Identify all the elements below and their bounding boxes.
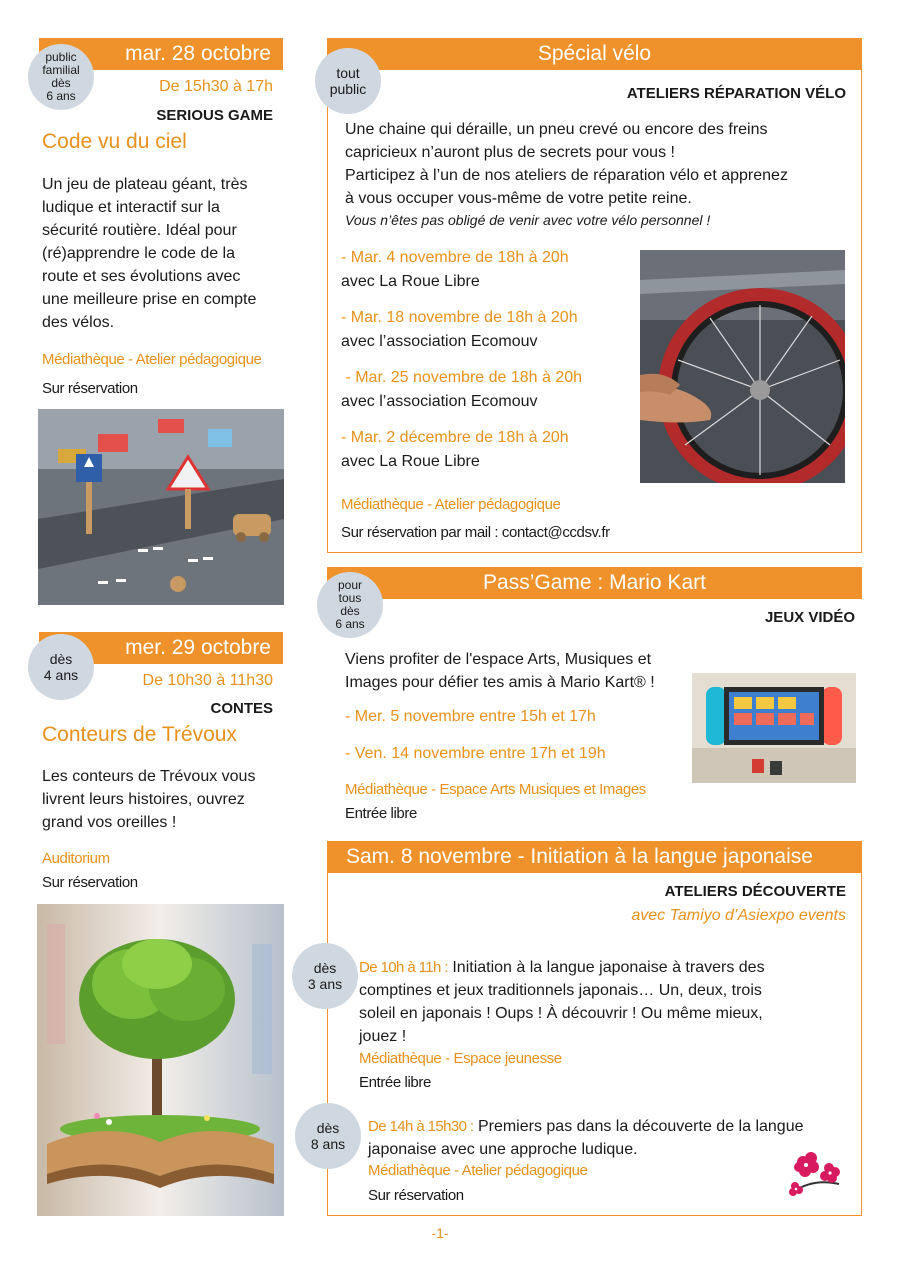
- event-partner: avec Tamiyo d’Asiexpo events: [631, 907, 846, 924]
- velo-header: [327, 38, 862, 70]
- session-date: - Mar. 18 novembre de 18h à 20h: [341, 309, 578, 326]
- badge-line: familial: [42, 63, 80, 77]
- tree-book-illustration: [37, 904, 284, 1216]
- text-line: grand vos oreilles !: [42, 814, 177, 831]
- badge-line: dès: [51, 76, 71, 90]
- text-line: Une chaine qui déraille, un pneu crevé ou encore des freins: [345, 121, 768, 138]
- text-line: livrent leurs histoires, ouvrez: [42, 791, 245, 808]
- workshop-time: De 14h à 15h30 :: [368, 1118, 474, 1135]
- text-line: ludique et interactif sur la: [42, 199, 220, 216]
- cherry-blossom-graphic: [783, 1148, 847, 1200]
- event-category: ATELIERS RÉPARATION VÉLO: [626, 85, 846, 102]
- badge-line: tous: [338, 591, 362, 605]
- text-line: Viens profiter de l'espace Arts, Musiques et: [345, 651, 652, 668]
- event-location: Auditorium: [42, 850, 110, 867]
- event-location: Médiathèque - Atelier pédagogique: [42, 351, 262, 368]
- workshop-2-text: [368, 1115, 853, 1161]
- audience-badge: [317, 572, 383, 638]
- text-line: Les conteurs de Trévoux vous: [42, 768, 256, 785]
- badge-line: public: [45, 50, 77, 64]
- badge-line: dès: [313, 960, 337, 976]
- text-line: Premiers pas dans la découverte de la langue: [477, 1118, 804, 1135]
- board-game-illustration: [38, 409, 284, 605]
- tree-book-photo: [37, 904, 284, 1216]
- text-line: une meilleure prise en compte: [42, 291, 257, 308]
- japon-header: [327, 841, 862, 873]
- text-line: jouez !: [359, 1028, 407, 1045]
- badge-line: 4 ans: [43, 667, 79, 683]
- badge-line: 6 ans: [335, 617, 365, 631]
- board-game-photo: [38, 409, 284, 605]
- workshop-time: De 10h à 11h :: [359, 959, 448, 976]
- switch-illustration: [692, 673, 856, 783]
- event-title: Conteurs de Trévoux: [42, 723, 237, 746]
- text-line: (ré)apprendre le code de la: [42, 245, 236, 262]
- session-date: - Mer. 5 novembre entre 15h et 17h: [345, 708, 596, 725]
- event-time: De 10h30 à 11h30: [142, 672, 273, 689]
- event-time: De 15h30 à 17h: [159, 78, 273, 95]
- session-date: - Mar. 2 décembre de 18h à 20h: [341, 429, 569, 446]
- text-line: comptines et jeux traditionnels japonais… Un, deux, trois: [359, 982, 762, 999]
- event-reservation: Sur réservation: [42, 874, 138, 891]
- badge-line: 6 ans: [46, 89, 76, 103]
- event-reservation: Sur réservation par mail : contact@ccdsv.fr: [341, 524, 610, 541]
- velo-intro: [345, 118, 855, 230]
- event-reservation: Entrée libre: [345, 805, 417, 822]
- event-category: ATELIERS DÉCOUVERTE: [664, 883, 846, 900]
- event-reservation: Sur réservation: [368, 1187, 464, 1204]
- audience-badge: [295, 1103, 361, 1169]
- event-description: [42, 173, 292, 334]
- text-line: sécurité routière. Idéal pour: [42, 222, 237, 239]
- text-line: route et ses évolutions avec: [42, 268, 241, 285]
- event-category: JEUX VIDÉO: [764, 609, 855, 626]
- badge-line: 3 ans: [307, 976, 343, 992]
- page-number: -1-: [431, 1225, 449, 1241]
- session-partner: avec La Roue Libre: [341, 273, 480, 290]
- audience-badge: [28, 44, 94, 110]
- section-title: Spécial vélo: [537, 42, 652, 65]
- nintendo-switch-photo: [692, 673, 856, 783]
- event-category: CONTES: [210, 700, 273, 717]
- text-line: Participez à l’un de nos ateliers de réparation vélo et apprenez: [345, 167, 788, 184]
- date-label: mer. 29 octobre: [125, 636, 271, 659]
- badge-line: dès: [49, 651, 73, 667]
- audience-badge: [28, 634, 94, 700]
- text-line: japonaise avec une approche ludique.: [368, 1141, 638, 1158]
- event-reservation: Entrée libre: [359, 1074, 431, 1091]
- text-line: des vélos.: [42, 314, 115, 331]
- audience-badge: [292, 943, 358, 1009]
- event-location: Médiathèque - Espace Arts Musiques et Images: [345, 781, 646, 798]
- workshop-1-text: [359, 956, 854, 1048]
- mario-header: [327, 567, 862, 599]
- bicycle-repair-photo: [640, 250, 845, 483]
- cherry-blossom-icon: [783, 1148, 847, 1200]
- text-line: soleil en japonais ! Oups ! À découvrir ! Ou même mieux,: [359, 1005, 763, 1022]
- session-date: - Mar. 4 novembre de 18h à 20h: [341, 249, 569, 266]
- event-location: Médiathèque - Espace jeunesse: [359, 1050, 562, 1067]
- mario-description: [345, 648, 705, 694]
- session-date: - Mar. 25 novembre de 18h à 20h: [341, 369, 583, 386]
- text-line: à vous occuper vous-même de votre petite reine.: [345, 190, 692, 207]
- date-label: mar. 28 octobre: [125, 42, 271, 65]
- badge-line: pour: [337, 578, 363, 592]
- section-title: Pass’Game : Mario Kart: [483, 571, 706, 594]
- badge-line: 8 ans: [310, 1136, 346, 1152]
- event-title: Code vu du ciel: [42, 130, 187, 153]
- event-reservation: Sur réservation: [42, 380, 138, 397]
- bicycle-illustration: [640, 250, 845, 483]
- text-line: Images pour défier tes amis à Mario Kart® !: [345, 674, 655, 691]
- text-line: Un jeu de plateau géant, très: [42, 176, 248, 193]
- event-location: Médiathèque - Atelier pédagogique: [368, 1162, 588, 1179]
- session-partner: avec La Roue Libre: [341, 453, 480, 470]
- session-partner: avec l’association Ecomouv: [341, 393, 538, 410]
- text-line: Initiation à la langue japonaise à travers des: [452, 959, 765, 976]
- session-partner: avec l’association Ecomouv: [341, 333, 538, 350]
- section-title: Sam. 8 novembre - Initiation à la langue japonaise: [346, 845, 813, 868]
- badge-line: dès: [316, 1120, 340, 1136]
- badge-line: tout: [336, 65, 360, 81]
- badge-line: dès: [340, 604, 360, 618]
- text-line: capricieux n’auront plus de secrets pour vous !: [345, 144, 675, 161]
- event-description: [42, 765, 292, 834]
- session-date: - Ven. 14 novembre entre 17h et 19h: [345, 745, 606, 762]
- event-location: Médiathèque - Atelier pédagogique: [341, 496, 561, 513]
- velo-note: Vous n’êtes pas obligé de venir avec votre vélo personnel !: [345, 212, 711, 228]
- audience-badge: [315, 48, 381, 114]
- event-category: SERIOUS GAME: [156, 107, 273, 124]
- badge-line: public: [329, 81, 367, 97]
